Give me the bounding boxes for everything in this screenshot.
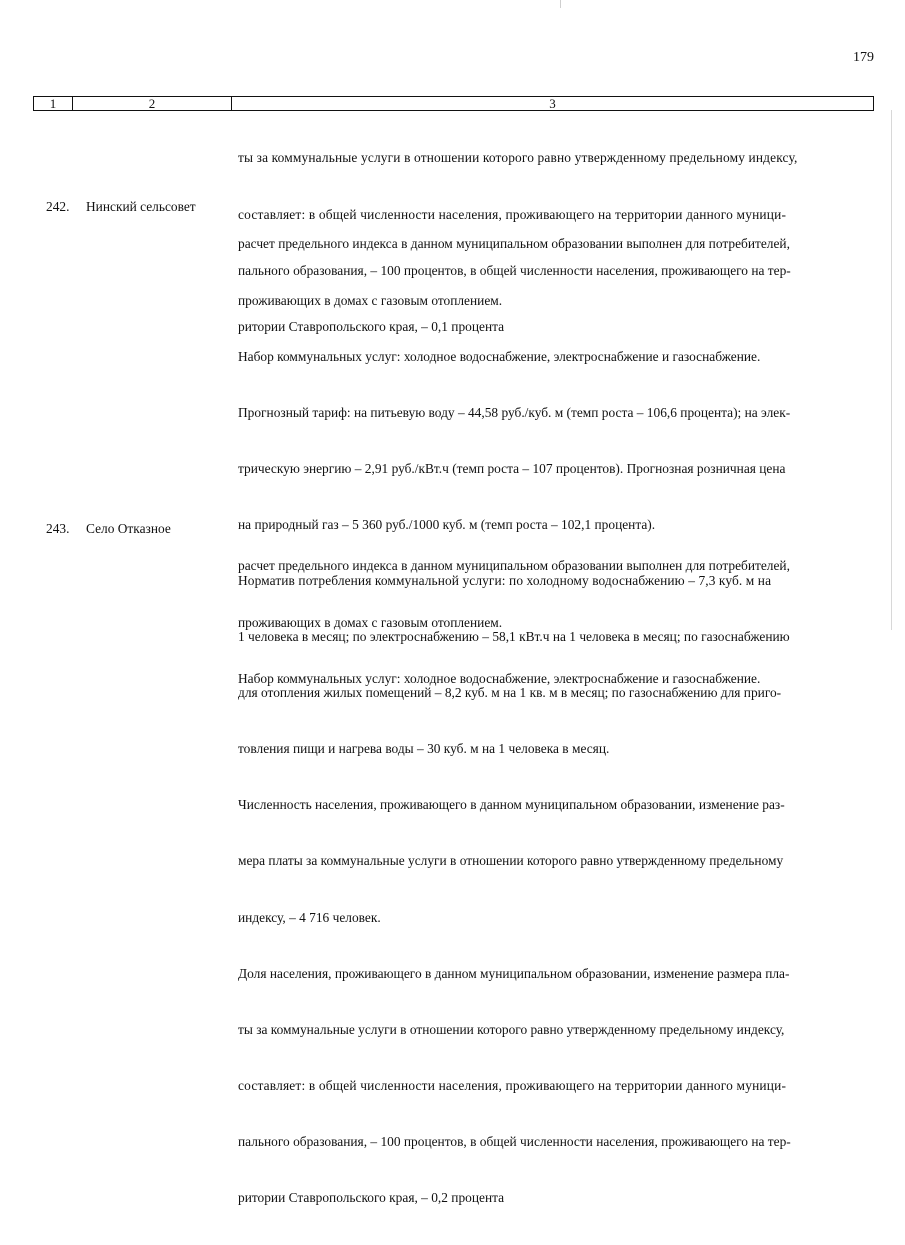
scan-edge-line	[891, 110, 892, 630]
text-line: расчет предельного индекса в данном муниципальном образовании выполнен для потребителей,	[238, 236, 790, 252]
text-line: проживающих в домах с газовым отоплением.	[238, 292, 503, 308]
table-header-col3: 3	[549, 96, 556, 111]
text-line: индексу, – 4 716 человек.	[238, 909, 381, 925]
text-line: для отопления жилых помещений – 8,2 куб. м на 1 кв. м в месяц; по газоснабжению для приго-	[238, 685, 782, 701]
table-header-col1: 1	[34, 97, 73, 110]
text-line: ты за коммунальные услуги в отношении которого равно утвержденному предельному индексу,	[238, 1021, 785, 1037]
text-line: 1 человека в месяц; по электроснабжению – 58,1 кВт.ч на 1 человека в месяц; по газоснабжению	[238, 629, 790, 645]
text-line: Норматив потребления коммунальной услуги: по холодному водоснабжению – 7,3 куб. м на	[238, 572, 772, 588]
text-line: пального образования, – 100 процентов, в общей численности населения, проживающего на тер-	[238, 1133, 791, 1149]
text-line: пального образования, – 100 процентов, в общей численности населения, проживающего на тер-	[238, 262, 791, 278]
table-header-col2: 2	[73, 97, 232, 110]
table-header	[33, 96, 874, 111]
text-line: товления пищи и нагрева воды – 30 куб. м на 1 человека в месяц.	[238, 741, 610, 757]
text-line: мера платы за коммунальные услуги в отношении которого равно утвержденному предельному	[238, 853, 784, 869]
scan-mark	[560, 0, 561, 8]
text-line: составляет: в общей численности населения, проживающего на территории данного муници-	[238, 1077, 787, 1093]
text-line: на природный газ – 5 360 руб./1000 куб. м (темп роста – 102,1 процента).	[238, 516, 656, 532]
text-line: Набор коммунальных услуг: холодное водоснабжение, электроснабжение и газоснабжение.	[238, 670, 761, 686]
text-line: Численность населения, проживающего в данном муниципальном образовании, изменение раз-	[238, 797, 785, 813]
entry-municipality: Нинский сельсовет	[86, 199, 196, 214]
text-line: Прогнозный тариф: на питьевую воду – 44,58 руб./куб. м (темп роста – 106,6 процента); на элек-	[238, 404, 791, 420]
text-line: Набор коммунальных услуг: холодное водоснабжение, электроснабжение и газоснабжение.	[238, 348, 761, 364]
entry-number: 243.	[46, 521, 70, 536]
text-line: ритории Ставропольского края, – 0,2 процента	[238, 1190, 505, 1205]
text-line: ты за коммунальные услуги в отношении которого равно утвержденному предельному индексу,	[238, 150, 798, 166]
text-line: составляет: в общей численности населения, проживающего на территории данного муници-	[238, 206, 787, 222]
text-line: проживающих в домах с газовым отоплением.	[238, 614, 503, 630]
entry-number: 242.	[46, 199, 70, 214]
text-line: ритории Ставропольского края, – 0,1 процента	[238, 318, 505, 334]
page-number: 179	[853, 50, 874, 65]
text-line: расчет предельного индекса в данном муниципальном образовании выполнен для потребителей,	[238, 558, 790, 574]
text-line: Доля населения, проживающего в данном муниципальном образовании, изменение размера пла-	[238, 965, 790, 981]
text-line: трическую энергию – 2,91 руб./кВт.ч (темп роста – 107 процентов). Прогнозная розничная цена	[238, 460, 786, 476]
entry-text	[238, 520, 872, 726]
entry-municipality: Село Отказное	[86, 521, 171, 536]
